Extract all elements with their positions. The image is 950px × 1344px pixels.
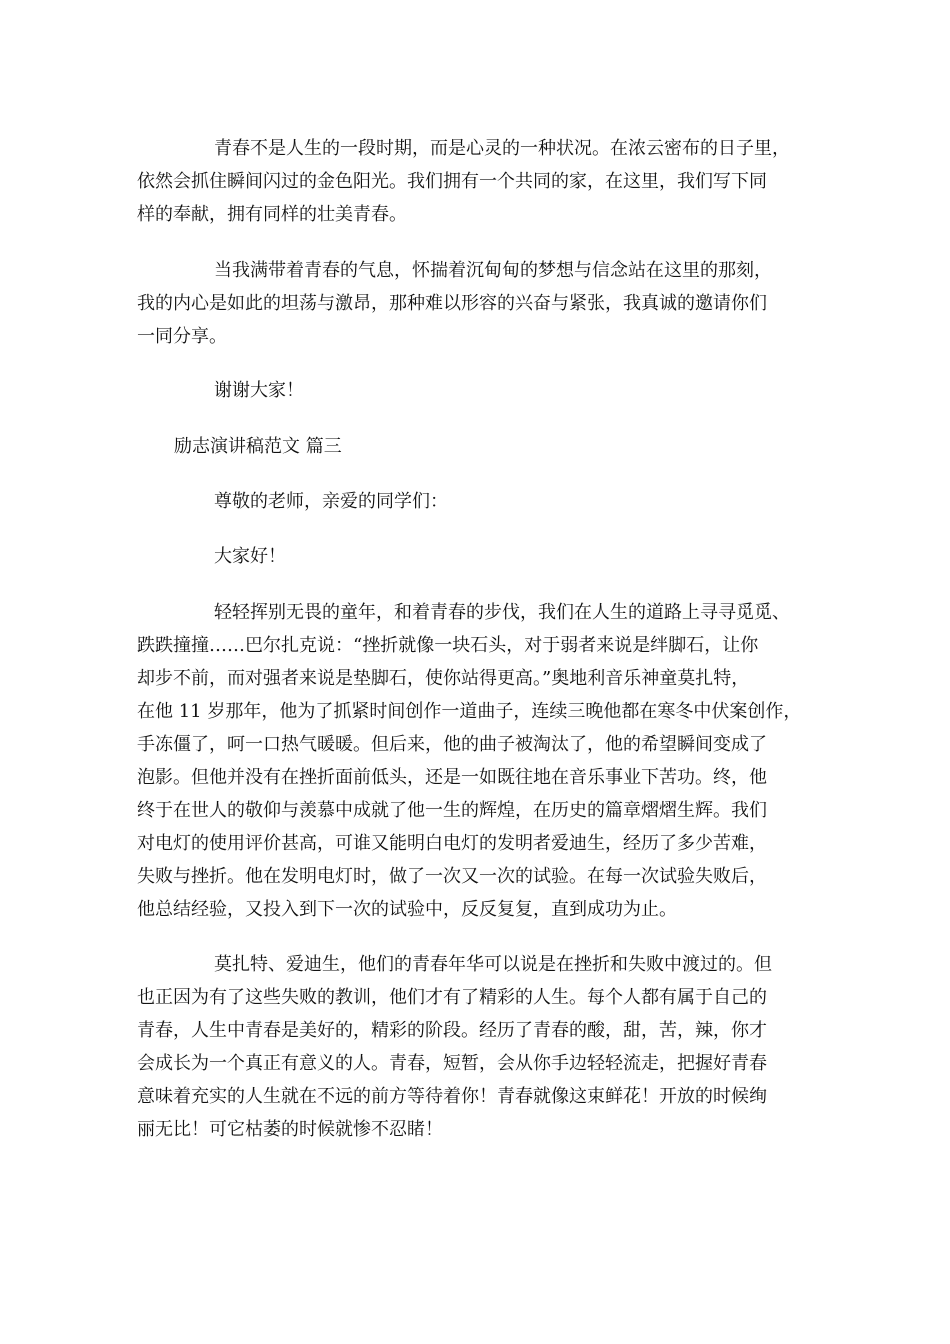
para4-line: 意味着充实的人生就在不远的前方等待着你！青春就像这束鲜花！开放的时候绚 — [137, 1086, 767, 1107]
para3-line: 在他 11 岁那年，他为了抓紧时间创作一道曲子，连续三晚他都在寒冬中伏案创作， — [137, 701, 802, 722]
para3-line: 却步不前，而对强者来说是垫脚石，使你站得更高。”奥地利音乐神童莫扎特， — [137, 668, 750, 689]
para3-line: 他总结经验，又投入到下一次的试验中，反反复复，直到成功为止。 — [137, 899, 677, 920]
para3-line: 失败与挫折。他在发明电灯时，做了一次又一次的试验。在每一次试验失败后， — [137, 866, 767, 887]
para3-line: 对电灯的使用评价甚高，可谁又能明白电灯的发明者爱迪生，经历了多少苦难， — [137, 833, 767, 854]
section-title: 励志演讲稿范文 篇三 — [174, 436, 342, 457]
para4-line: 青春，人生中青春是美好的，精彩的阶段。经历了青春的酸，甜，苦，辣，你才 — [137, 1020, 767, 1041]
salutation-line: 尊敬的老师，亲爱的同学们： — [214, 491, 448, 512]
para2-line: 一同分享。 — [137, 326, 227, 347]
greeting-line: 大家好！ — [214, 546, 286, 567]
para3-line: 终于在世人的敬仰与羡慕中成就了他一生的辉煌，在历史的篇章熠熠生辉。我们 — [137, 800, 767, 821]
para3-line: 跌跌撞撞……巴尔扎克说：“挫折就像一块石头，对于弱者来说是绊脚石，让你 — [137, 635, 759, 656]
para1-line: 青春不是人生的一段时期，而是心灵的一种状况。在浓云密布的日子里， — [214, 138, 790, 159]
para1-line: 样的奉献，拥有同样的壮美青春。 — [137, 204, 407, 225]
para3-line: 轻轻挥别无畏的童年，和着青春的步伐，我们在人生的道路上寻寻觅觅、 — [214, 602, 790, 623]
para1-line: 依然会抓住瞬间闪过的金色阳光。我们拥有一个共同的家，在这里，我们写下同 — [137, 171, 767, 192]
para2-line: 当我满带着青春的气息，怀揣着沉甸甸的梦想与信念站在这里的那刻， — [214, 260, 772, 281]
thanks-line: 谢谢大家！ — [214, 380, 304, 401]
para4-line: 丽无比！可它枯萎的时候就惨不忍睹！ — [137, 1119, 443, 1140]
para4-line: 会成长为一个真正有意义的人。青春，短暂，会从你手边轻轻流走，把握好青春 — [137, 1053, 767, 1074]
para3-line: 手冻僵了，呵一口热气暖暖。但后来，他的曲子被淘汰了，他的希望瞬间变成了 — [137, 734, 767, 755]
para4-line: 莫扎特、爱迪生，他们的青春年华可以说是在挫折和失败中渡过的。但 — [214, 954, 772, 975]
para4-line: 也正因为有了这些失败的教训，他们才有了精彩的人生。每个人都有属于自己的 — [137, 987, 767, 1008]
para2-line: 我的内心是如此的坦荡与激昂，那种难以形容的兴奋与紧张，我真诚的邀请你们 — [137, 293, 767, 314]
para3-line: 泡影。但他并没有在挫折面前低头，还是一如既往地在音乐事业下苦功。终，他 — [137, 767, 767, 788]
